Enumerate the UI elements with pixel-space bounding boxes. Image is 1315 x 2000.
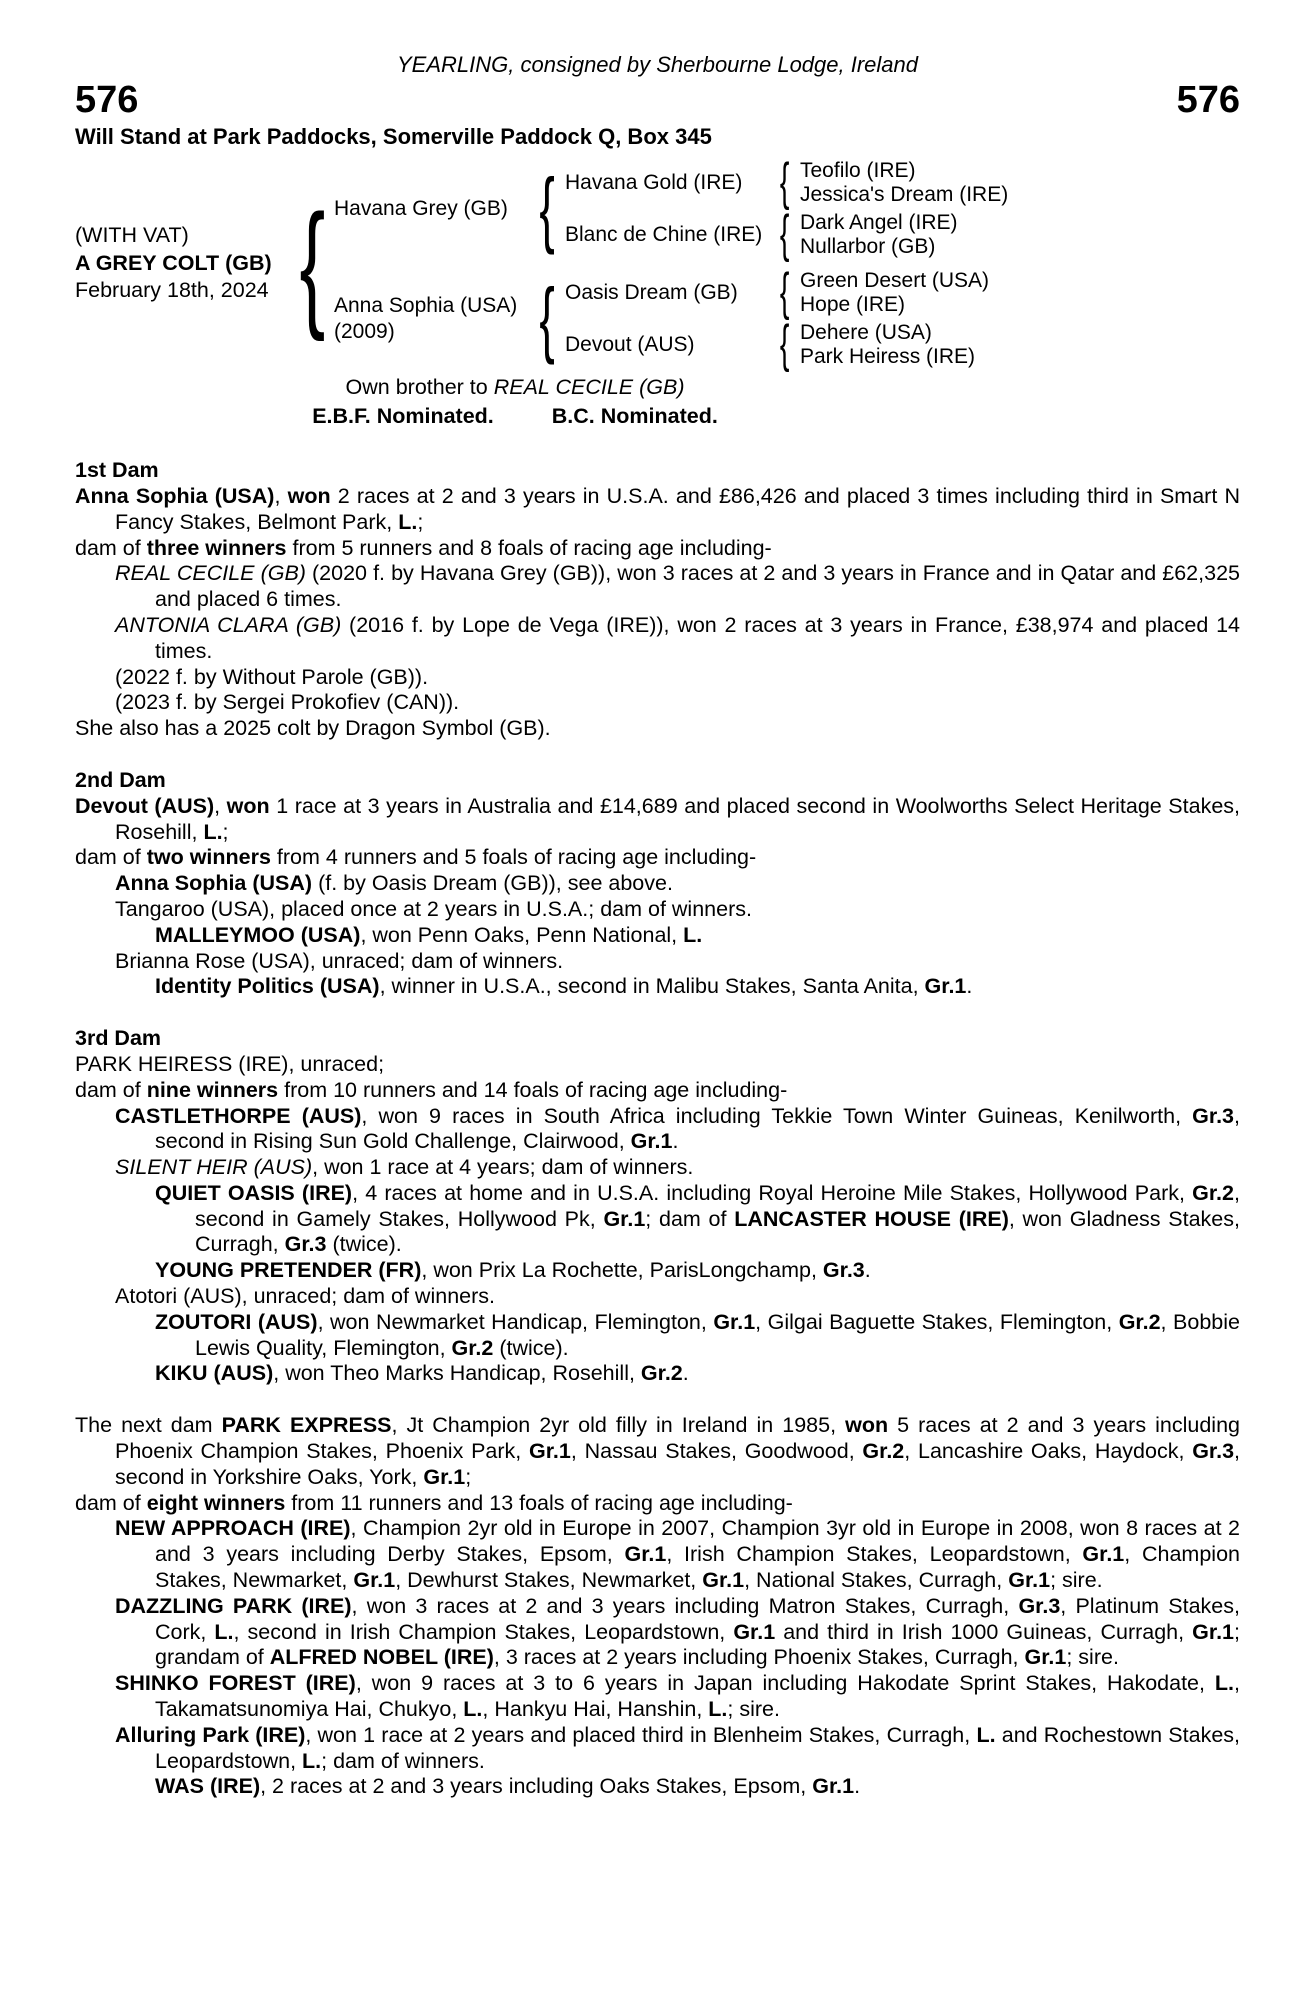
text-run: , won Gladness Stakes, Curragh, — [195, 1206, 1240, 1257]
catalogue-paragraph — [75, 974, 1240, 1000]
text-run: , Platinum Stakes, Cork, — [155, 1593, 1240, 1644]
catalogue-paragraph — [75, 1516, 1240, 1593]
text-run: ; grandam of — [155, 1619, 1240, 1670]
catalogue-paragraph — [75, 845, 1240, 871]
catalogue-paragraph — [75, 949, 1240, 975]
catalogue-paragraph — [75, 665, 1240, 691]
dam-parents — [565, 269, 989, 369]
text-run: L. — [976, 1722, 996, 1747]
text-run: KIKU (AUS) — [155, 1361, 274, 1386]
text-run: Gr.2 — [451, 1335, 494, 1360]
text-run: L. — [203, 819, 223, 844]
catalogue-paragraph — [75, 1258, 1240, 1284]
text-run: , National Stakes, Curragh, — [744, 1568, 1009, 1593]
text-run: Gr.1 — [1192, 1619, 1235, 1644]
catalogue-paragraph — [75, 1155, 1240, 1181]
text-run: She also has a 2025 colt by Dragon Symbol (GB). — [75, 716, 551, 741]
sire-sire-name: Havana Gold (IRE) — [565, 170, 743, 194]
text-run: ; sire. — [1050, 1568, 1103, 1593]
catalogue-paragraph — [75, 1284, 1240, 1310]
dam-name — [334, 293, 529, 343]
catalogue-paragraph — [75, 613, 1240, 665]
text-run: from 5 runners and 8 foals of racing age including- — [286, 535, 772, 560]
sire-dam-name: Blanc de Chine (IRE) — [565, 222, 763, 246]
text-run: ; dam of winners. — [321, 1748, 485, 1773]
catalogue-paragraph — [75, 1181, 1240, 1258]
text-run: SHINKO FOREST (IRE) — [115, 1671, 356, 1696]
text-run: Anna Sophia (USA) — [115, 871, 313, 896]
dam-section — [75, 1026, 1240, 1387]
text-run: Gr.1 — [1024, 1645, 1067, 1670]
text-run: L. — [398, 509, 418, 534]
text-run: won — [226, 793, 270, 818]
text-run: L. — [214, 1619, 234, 1644]
text-run: Gr.3 — [822, 1258, 865, 1283]
catalogue-paragraph — [75, 1723, 1240, 1775]
lot-number-left: 576 — [75, 79, 139, 122]
text-run: , second in Irish Champion Stakes, Leopardstown, — [233, 1619, 734, 1644]
text-run: L. — [463, 1697, 483, 1722]
catalogue-paragraph — [75, 536, 1240, 562]
text-run: (twice). — [326, 1232, 402, 1257]
sire-parents — [565, 159, 1008, 259]
dam-dam-branch — [565, 321, 989, 369]
text-run: Gr.1 — [1082, 1542, 1125, 1567]
text-run: LANCASTER HOUSE (IRE) — [734, 1206, 1009, 1231]
own-brother-name: REAL CECILE (GB) — [493, 374, 685, 399]
catalogue-paragraph — [75, 484, 1240, 536]
ancestor-name: Teofilo (IRE) — [800, 158, 916, 182]
catalogue-paragraph — [75, 1361, 1240, 1387]
text-run: ; — [465, 1464, 472, 1489]
colt-info — [75, 223, 290, 304]
text-run: , won Theo Marks Handicap, Rosehill, — [273, 1361, 641, 1386]
text-run: ANTONIA CLARA (GB) — [115, 612, 342, 637]
own-brother-prefix: Own brother to — [345, 374, 494, 399]
text-run: from 4 runners and 5 foals of racing age including- — [270, 845, 757, 870]
text-run: (2022 f. by Without Parole (GB)). — [115, 664, 429, 689]
ancestor-name: Jessica's Dream (IRE) — [800, 182, 1009, 206]
catalogue-paragraph — [75, 1671, 1240, 1723]
catalogue-paragraph — [75, 1310, 1240, 1362]
text-run: Identity Politics (USA) — [155, 974, 380, 999]
text-run: Gr.1 — [353, 1568, 396, 1593]
text-run: , won 9 races at 3 to 6 years in Japan including Hakodate Sprint Stakes, Hakodate, — [355, 1671, 1215, 1696]
text-run: WAS (IRE) — [155, 1774, 261, 1799]
text-run: Gr.1 — [624, 1542, 667, 1567]
pedigree-notes — [75, 375, 955, 431]
dam-section — [75, 1413, 1240, 1800]
lot-number-right: 576 — [1176, 79, 1240, 122]
text-run: and Rochestown Stakes, Leopardstown, — [155, 1722, 1240, 1773]
sire-sire-parents — [800, 159, 1008, 207]
text-run: . — [864, 1258, 871, 1283]
text-run: Gr.1 — [733, 1619, 776, 1644]
text-run: won — [287, 483, 331, 508]
text-run: Tangaroo (USA), placed once at 2 years in U.S.A.; dam of winners. — [115, 896, 752, 921]
text-run: won — [845, 1413, 889, 1438]
text-run: L. — [683, 922, 703, 947]
text-run: Devout (AUS) — [75, 793, 215, 818]
text-run: , won 9 races in South Africa including Tekkie Town Winter Guineas, Kenilworth, — [361, 1103, 1193, 1128]
text-run: Gr.2 — [862, 1439, 905, 1464]
text-run: QUIET OASIS (IRE) — [155, 1180, 353, 1205]
text-run: . — [854, 1774, 861, 1799]
text-run: dam of — [75, 845, 147, 870]
text-run: PARK HEIRESS (IRE), unraced; — [75, 1051, 385, 1076]
text-run: dam of — [75, 1077, 147, 1102]
catalogue-paragraph — [75, 690, 1240, 716]
text-run: , winner in U.S.A., second in Malibu Stakes, Santa Anita, — [379, 974, 925, 999]
text-run: Gr.2 — [640, 1361, 683, 1386]
text-run: Gr.3 — [1018, 1593, 1061, 1618]
dam-dam-name: Devout (AUS) — [565, 332, 695, 356]
text-run: Anna Sophia (USA) — [75, 483, 275, 508]
ancestor-name: Park Heiress (IRE) — [800, 344, 976, 368]
text-run: , Champion Stakes, Newmarket, — [155, 1542, 1240, 1593]
text-run: , Irish Champion Stakes, Leopardstown, — [666, 1542, 1083, 1567]
text-run: ZOUTORI (AUS) — [155, 1309, 318, 1334]
text-run: Atotori (AUS), unraced; dam of winners. — [115, 1284, 495, 1309]
vat-note: (WITH VAT) — [75, 222, 189, 247]
sire-dam-branch — [565, 211, 1008, 259]
text-run: Gr.3 — [284, 1232, 327, 1257]
sire-sire-branch — [565, 159, 1008, 207]
text-run: , Bobbie Lewis Quality, Flemington, — [195, 1309, 1240, 1360]
bc-nominated: B.C. Nominated. — [551, 404, 718, 429]
dam-year: (2009) — [334, 319, 395, 343]
text-run: , won 3 races at 2 and 3 years including Matron Stakes, Curragh, — [351, 1593, 1019, 1618]
dam-sire-branch — [565, 269, 989, 317]
text-run: dam of — [75, 1490, 147, 1515]
catalogue-paragraph — [75, 1413, 1240, 1490]
dam-dam-brace-icon — [770, 322, 800, 366]
section-heading: 3rd Dam — [75, 1026, 162, 1051]
text-run: L. — [302, 1748, 322, 1773]
text-run: Brianna Rose (USA), unraced; dam of winners. — [115, 948, 564, 973]
consignor-line: YEARLING, consigned by Sherbourne Lodge, Ireland — [397, 52, 918, 77]
text-run: . — [682, 1361, 689, 1386]
text-run: ; — [222, 819, 229, 844]
text-run: (2023 f. by Sergei Prokofiev (CAN)). — [115, 690, 460, 715]
dam-section — [75, 458, 1240, 742]
text-run: nine winners — [146, 1077, 279, 1102]
text-run: , 4 races at home and in U.S.A. including Royal Heroine Mile Stakes, Hollywood Park, — [352, 1180, 1193, 1205]
section-heading: 2nd Dam — [75, 767, 166, 792]
text-run: , — [214, 793, 227, 818]
catalogue-paragraph — [75, 871, 1240, 897]
text-run: Gr.2 — [1118, 1309, 1161, 1334]
text-run: , won Prix La Rochette, ParisLongchamp, — [421, 1258, 823, 1283]
text-run: , Nassau Stakes, Goodwood, — [570, 1439, 863, 1464]
catalogue-paragraph — [75, 1774, 1240, 1800]
text-run: , 3 races at 2 years including Phoenix Stakes, Curragh, — [493, 1645, 1025, 1670]
text-run: Gr.1 — [924, 974, 967, 999]
text-run: The next dam — [75, 1413, 222, 1438]
text-run: Gr.2 — [1192, 1180, 1234, 1205]
dam-section — [75, 768, 1240, 1000]
text-run: , won Penn Oaks, Penn National, — [360, 922, 684, 947]
sire-sire-brace-icon — [770, 160, 800, 204]
text-run: . — [966, 974, 973, 999]
dam-branch — [334, 269, 1008, 369]
text-run: YOUNG PRETENDER (FR) — [155, 1258, 422, 1283]
text-run: (2016 f. by Lope de Vega (IRE)), won 2 races at 3 years in France, £38,974 and placed 14 times. — [155, 612, 1240, 663]
text-run: three winners — [146, 535, 287, 560]
outer-brace-icon — [290, 204, 334, 323]
text-run: 5 races at 2 and 3 years including Phoenix Champion Stakes, Phoenix Park, — [115, 1413, 1240, 1464]
catalogue-paragraph — [75, 1078, 1240, 1104]
stand-location-line: Will Stand at Park Paddocks, Somerville Paddock Q, Box 345 — [75, 124, 712, 150]
catalogue-paragraph — [75, 1052, 1240, 1078]
text-run: , Hankyu Hai, Hanshin, — [482, 1697, 709, 1722]
sire-name: Havana Grey (GB) — [334, 196, 508, 220]
text-run: from 11 runners and 13 foals of racing age including- — [285, 1490, 793, 1515]
dam-sire-parents — [800, 269, 989, 317]
text-run: dam of — [75, 535, 147, 560]
text-run: L. — [708, 1697, 728, 1722]
sire-dam-parents — [800, 211, 958, 259]
sire-branch — [334, 159, 1008, 259]
nominations-line — [75, 404, 955, 430]
catalogue-paragraph — [75, 897, 1240, 923]
text-run: Gr.1 — [812, 1774, 855, 1799]
dam-dam-parents — [800, 321, 975, 369]
text-run: Gr.1 — [630, 1129, 673, 1154]
foal-date: February 18th, 2024 — [75, 278, 269, 303]
catalogue-paragraph — [75, 923, 1240, 949]
text-run: CASTLETHORPE (AUS) — [115, 1103, 362, 1128]
text-run: DAZZLING PARK (IRE) — [115, 1593, 352, 1618]
dam-brace-icon — [529, 283, 565, 354]
pedigree-table — [75, 159, 1240, 369]
text-run: , Gilgai Baguette Stakes, Flemington, — [755, 1309, 1119, 1334]
ancestor-name: Nullarbor (GB) — [800, 234, 936, 258]
text-run: , won 1 race at 2 years and placed third in Blenheim Stakes, Curragh, — [305, 1722, 977, 1747]
text-run: L. — [1214, 1671, 1235, 1696]
text-run: two winners — [146, 845, 271, 870]
text-run: , 2 races at 2 and 3 years including Oaks Stakes, Epsom, — [260, 1774, 813, 1799]
dam-sire-name: Oasis Dream (GB) — [565, 280, 738, 304]
text-run: MALLEYMOO (USA) — [155, 922, 361, 947]
text-run: ; — [417, 509, 424, 534]
text-run: ; dam of — [645, 1206, 735, 1231]
lot-number-row — [75, 80, 1240, 122]
sire-dam-brace-icon — [770, 212, 800, 256]
text-run: Gr.3 — [1192, 1439, 1235, 1464]
text-run: , Takamatsunomiya Hai, Chukyo, — [155, 1671, 1240, 1722]
text-run: eight winners — [146, 1490, 286, 1515]
text-run: , second in Yorkshire Oaks, York, — [115, 1439, 1241, 1489]
text-run: , won 1 race at 4 years; dam of winners. — [312, 1155, 694, 1180]
text-run: 2 races at 2 and 3 years in U.S.A. and £86,426 and placed 3 times including third in Smart N Fancy Stakes, Belmont Park, — [115, 483, 1240, 534]
catalogue-paragraph — [75, 1104, 1240, 1156]
text-run: , second in Rising Sun Gold Challenge, Clairwood, — [155, 1103, 1240, 1154]
text-run: , Champion 2yr old in Europe in 2007, Champion 3yr old in Europe in 2008, won 8 races at 2 and 3 years including Derby Stakes, Epsom, — [155, 1516, 1240, 1567]
text-run: Gr.1 — [529, 1439, 571, 1464]
text-run: , Jt Champion 2yr old filly in Ireland in 1985, — [391, 1413, 846, 1438]
text-run: ALFRED NOBEL (IRE) — [269, 1645, 494, 1670]
ebf-nominated: E.B.F. Nominated. — [312, 404, 494, 429]
text-run: (twice). — [493, 1335, 569, 1360]
text-run: Gr.1 — [603, 1206, 646, 1231]
dam-sire-brace-icon — [770, 270, 800, 314]
text-run: , Lancashire Oaks, Haydock, — [904, 1439, 1193, 1464]
section-heading: 1st Dam — [75, 458, 159, 483]
ancestor-name: Green Desert (USA) — [800, 268, 990, 292]
catalogue-paragraph — [75, 794, 1240, 846]
text-run: NEW APPROACH (IRE) — [115, 1516, 351, 1541]
catalogue-paragraph — [75, 1594, 1240, 1671]
ancestor-name: Dark Angel (IRE) — [800, 210, 958, 234]
catalogue-paragraph — [75, 1491, 1240, 1517]
text-run: , Dewhurst Stakes, Newmarket, — [395, 1568, 703, 1593]
pedigree-generation-2 — [334, 159, 1008, 369]
own-brother-line — [75, 375, 955, 401]
catalogue-sections — [75, 458, 1240, 1800]
text-run: Gr.1 — [1008, 1568, 1051, 1593]
text-run: Gr.1 — [423, 1464, 466, 1489]
text-run: 1 race at 3 years in Australia and £14,689 and placed second in Woolworths Select Heritage Stakes, Rosehill, — [115, 793, 1240, 844]
text-run: and third in Irish 1000 Guineas, Curragh, — [775, 1619, 1193, 1644]
text-run: Gr.1 — [713, 1309, 756, 1334]
text-run: , second in Gamely Stakes, Hollywood Pk, — [195, 1180, 1240, 1231]
text-run: ; sire. — [727, 1697, 780, 1722]
catalogue-paragraph — [75, 561, 1240, 613]
text-run: from 10 runners and 14 foals of racing age including- — [278, 1077, 788, 1102]
colt-description: A GREY COLT (GB) — [75, 250, 272, 275]
text-run: Alluring Park (IRE) — [115, 1722, 306, 1747]
text-run: ; sire. — [1066, 1645, 1119, 1670]
ancestor-name: Dehere (USA) — [800, 320, 932, 344]
text-run: (2020 f. by Havana Grey (GB)), won 3 races at 2 and 3 years in France and in Qatar and £62,325 and placed 6 times. — [155, 561, 1240, 612]
text-run: Gr.1 — [702, 1568, 745, 1593]
text-run: SILENT HEIR (AUS) — [115, 1155, 313, 1180]
text-run: REAL CECILE (GB) — [115, 561, 306, 586]
text-run: . — [672, 1129, 679, 1154]
text-run: , won Newmarket Handicap, Flemington, — [317, 1309, 714, 1334]
text-run: , — [274, 483, 288, 508]
text-run: PARK EXPRESS — [221, 1413, 392, 1438]
dam-name-text: Anna Sophia (USA) — [334, 294, 518, 318]
ancestor-name: Hope (IRE) — [800, 292, 906, 316]
sire-brace-icon — [529, 173, 565, 244]
text-run: (f. by Oasis Dream (GB)), see above. — [312, 871, 673, 896]
catalogue-paragraph — [75, 716, 1240, 742]
text-run: Gr.3 — [1192, 1103, 1235, 1128]
